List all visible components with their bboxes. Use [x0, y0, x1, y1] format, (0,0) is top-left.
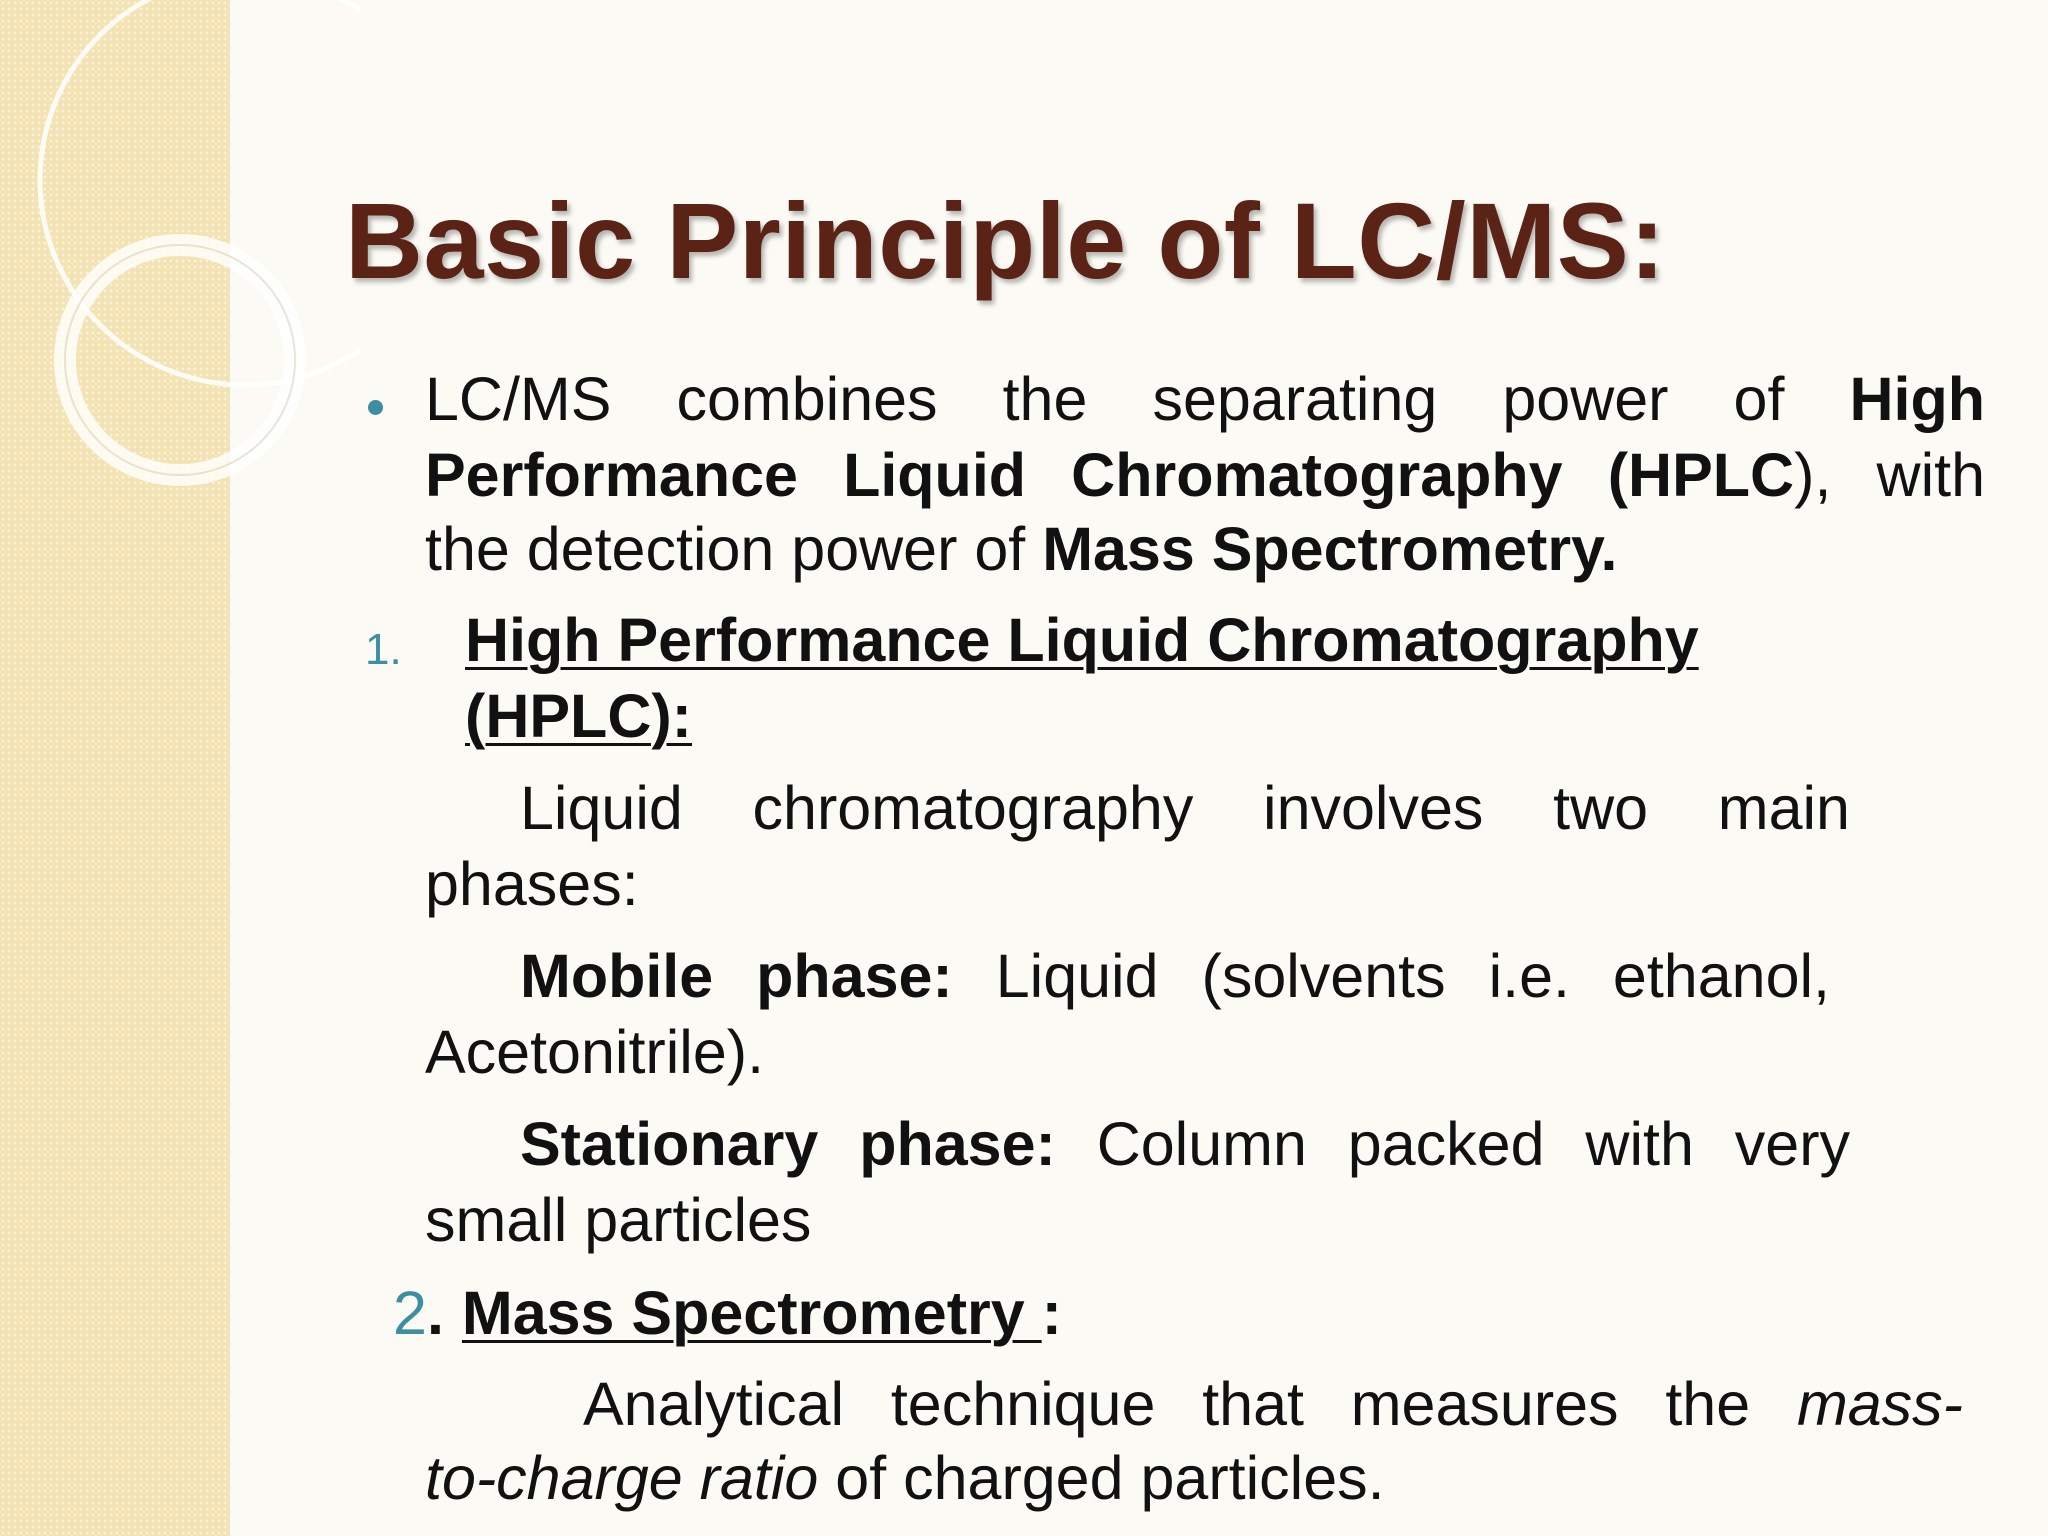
mobile-phase-label: Mobile phase:	[520, 942, 953, 1010]
page-title: Basic Principle of LC/MS:	[345, 180, 1666, 301]
bullet-dot-icon	[368, 400, 383, 415]
bullet-line-2-bold: Performance Liquid Chromatography (HPLC	[425, 441, 1795, 509]
bullet-line-2-text: ), with	[1794, 441, 1986, 509]
bullet-line-2	[425, 439, 1985, 512]
section-1-heading-line-2	[465, 680, 692, 753]
bullet-line-1-text: LC/MS combines the separating power of	[425, 365, 1850, 433]
bullet-line-3-text: the detection power of	[425, 515, 1043, 583]
mobile-phase-line	[520, 940, 1830, 1013]
section-2-heading-line	[393, 1277, 1062, 1350]
section-2-desc-text-2: of charged particles.	[818, 1444, 1385, 1512]
section-1-intro-text-2: phases:	[425, 850, 639, 918]
section-1-heading-text-1: High Performance Liquid Chromatography	[465, 606, 1699, 674]
bullet-line-3-bold: Mass Spectrometry.	[1042, 515, 1618, 583]
section-2-desc-line-2	[425, 1442, 1385, 1515]
stationary-phase-cont: small particles	[425, 1186, 812, 1254]
section-2-marker: 2	[393, 1279, 427, 1347]
stationary-phase-label: Stationary phase:	[520, 1110, 1056, 1178]
mobile-phase-cont: Acetonitrile).	[425, 1018, 765, 1086]
section-2-marker-dot: .	[426, 1279, 444, 1347]
section-2-colon: :	[1041, 1279, 1062, 1347]
section-2-desc-line-1	[583, 1368, 1963, 1441]
bullet-line-3	[425, 513, 1617, 586]
section-2-heading: Mass Spectrometry	[461, 1279, 1042, 1347]
section-1-intro-line-1	[520, 772, 1850, 845]
section-1-heading-line-1	[465, 604, 1699, 677]
section-1-marker: 1.	[365, 625, 402, 674]
stationary-phase-text: Column packed with very	[1055, 1110, 1851, 1178]
bullet-line-1	[425, 363, 1985, 436]
section-2-desc-italic-1: mass-	[1796, 1370, 1963, 1438]
mobile-phase-cont-line	[425, 1016, 764, 1089]
section-1-intro-line-2	[425, 848, 639, 921]
stationary-phase-cont-line	[425, 1184, 811, 1257]
stationary-phase-line	[520, 1108, 1850, 1181]
section-1-intro-text-1: Liquid chromatography involves two main	[520, 774, 1850, 842]
mobile-phase-text: Liquid (solvents i.e. ethanol,	[952, 942, 1830, 1010]
section-2-desc-text-1: Analytical technique that measures the	[583, 1370, 1797, 1438]
bullet-line-1-bold: High	[1849, 365, 1985, 433]
section-1-heading-text-2: (HPLC):	[465, 682, 692, 750]
section-2-desc-italic-2: to-charge ratio	[425, 1444, 819, 1512]
